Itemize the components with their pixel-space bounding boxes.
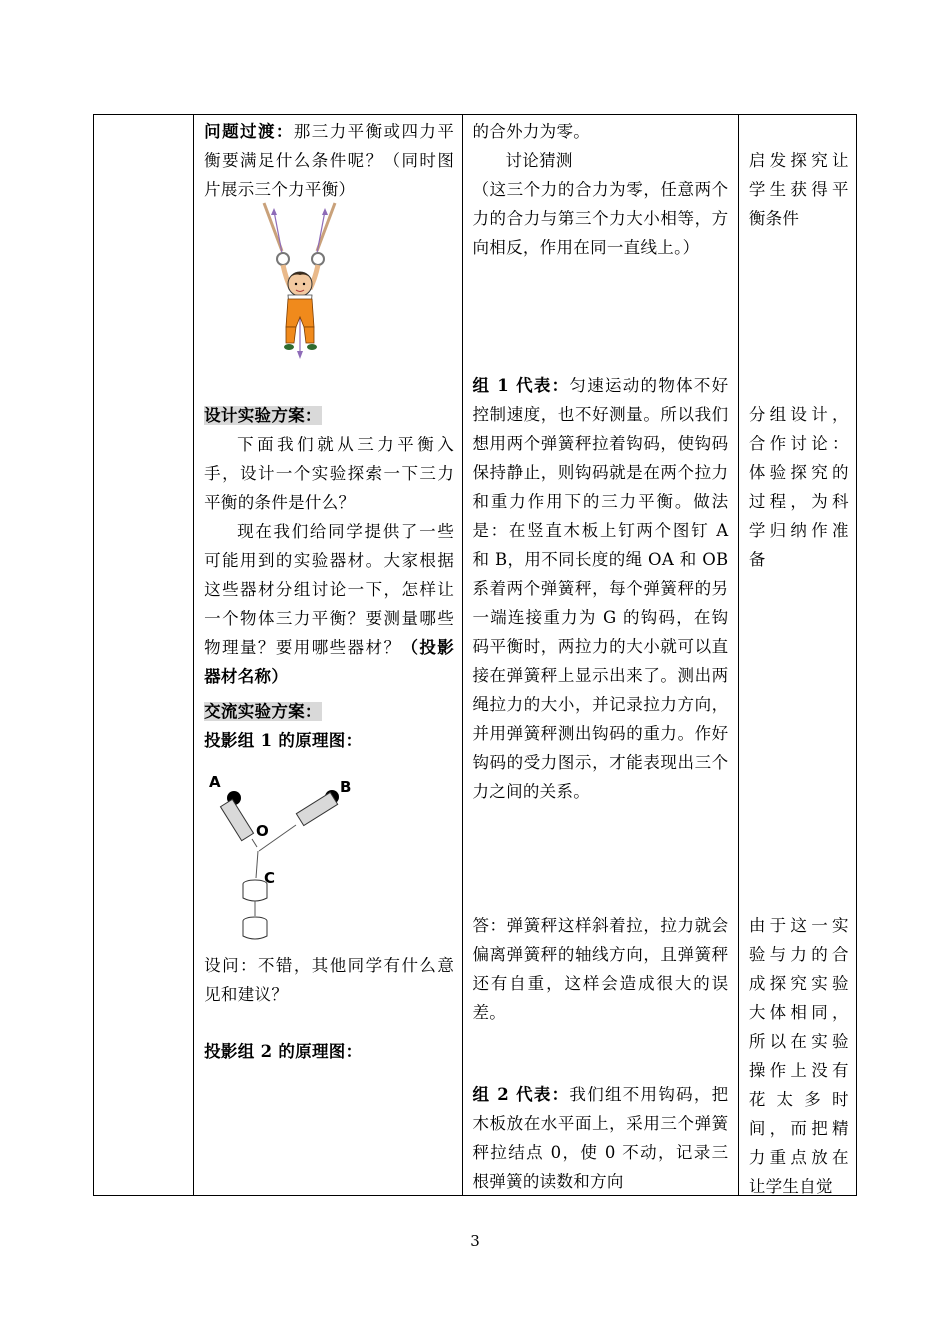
label-b: B [340,778,352,796]
follow-up-question: 设问：不错，其他同学有什么意见和建议？ [204,956,455,1004]
hypothesis-text: （这三个力的合力为零，任意两个力的合力与第三个力大小相等，方向相反，作用在同一直线上。） [472,180,729,257]
transition-text: 那三力平衡或四力平衡要满足什么条件呢？（同时图片展示三个力平衡） [204,122,455,199]
lesson-plan-table [93,114,857,1196]
group1-label: 组 1 代表： [472,376,570,395]
intent-note-2: 分组设计，合作讨论：体验探究的过程，为科学归纳作准备 [748,405,849,569]
group1-text: 匀速运动的物体不好控制速度，也不好测量。所以我们想用两个弹簧秤拉着钩码，使钩码保持静止，则钩码就是在两个拉力和重力作用下的三力平衡。做法是：在竖直木板上钉两个图钉 A 和 B，用不同长度的绳 OA 和 OB 系着两个弹簧秤，每个弹簧秤的另一端连接重力为 G 的钩码，在钩码平衡时，两拉力的大小就可以直接在弹簧秤上显示出来了。测出两绳拉力的大小，并记录拉力方向，并用弹簧秤测出钩码的重力。作好钩码的受力图示，才能表现出三个力之间的关系。 [472,376,729,801]
label-c: C [264,869,276,887]
page-number: 3 [470,1232,480,1250]
group2-report [472,1080,728,1196]
group1-report [472,371,728,806]
column-1-cell [94,115,194,1196]
discussion-heading: 讨论猜测 [505,151,573,170]
label-o: O [256,822,269,840]
continuation-line: 的合外力为零。 [472,122,591,141]
group1-diagram-label: 投影组 1 的原理图： [204,731,363,750]
transition-paragraph [204,117,454,204]
group2-diagram-label: 投影组 2 的原理图： [204,1042,363,1061]
student-activity-cell [463,115,738,1196]
gymnast-figure [244,199,354,364]
design-heading: 设计实验方案： [204,406,322,425]
intent-note-3: 由于这一实验与力的合成探究实验大体相同，所以在实验操作上没有花太多时间，而把精力重点放在让学生自觉 [748,916,849,1196]
label-a: A [209,773,221,791]
group2-label: 组 2 代表： [472,1085,570,1104]
group2-text: 我们组不用钩码，把木板放在水平面上，采用三个弹簧秤拉结点 0，使 0 不动，记录三根弹簧的读数和方向 [472,1085,729,1191]
design-paragraph-1: 下面我们就从三力平衡入手，设计一个实验探索一下三力平衡的条件是什么？ [204,435,455,512]
intent-note-1: 启发探究让学生获得平衡条件 [748,151,849,228]
transition-label: 问题过渡： [204,122,294,141]
design-intent-cell [738,115,856,1196]
projection-note: （投影器材名称） [204,638,455,686]
design-paragraph-2: 现在我们给同学提供了一些可能用到的实验器材。大家根据这些器材分组讨论一下，怎样让一个物体三力平衡？要测量哪些物理量？要用哪些器材？（投影器材名称） [204,522,455,686]
answer-text: 答：弹簧秤这样斜着拉，拉力就会偏离弹簧秤的轴线方向，且弹簧秤还有自重，这样会造成很大的误差。 [472,916,729,1022]
teacher-activity-cell [194,115,463,1196]
exchange-heading: 交流实验方案： [204,702,322,721]
group1-principle-diagram [204,765,364,947]
